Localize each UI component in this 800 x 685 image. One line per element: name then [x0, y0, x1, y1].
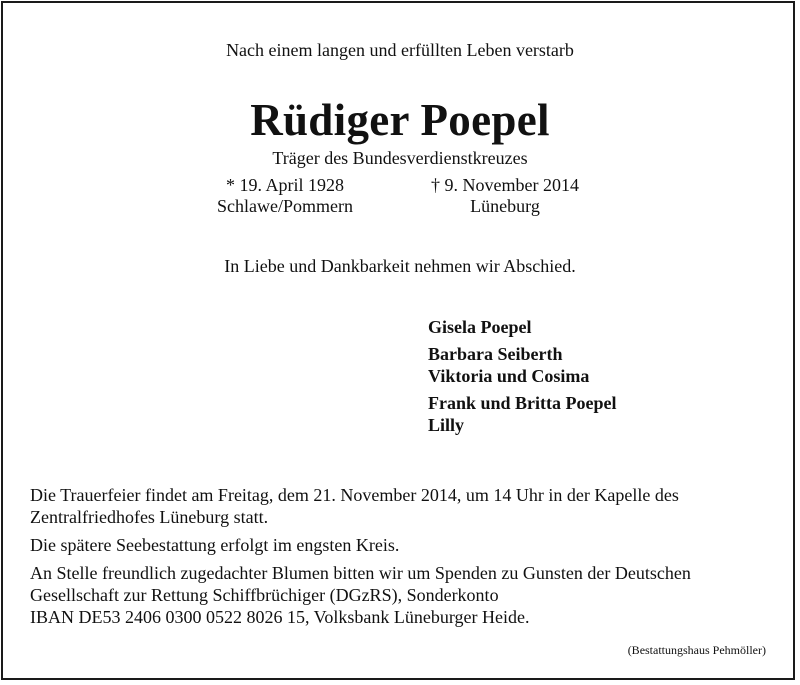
funeral-home-credit: (Bestattungshaus Pehmöller) — [627, 643, 766, 657]
honor-text: Träger des Bundesverdienstkreuzes — [272, 148, 528, 168]
mourner-name: Gisela Poepel — [428, 317, 532, 337]
funeral-line: Zentralfriedhofes Lüneburg statt. — [30, 507, 269, 527]
mourner-group — [428, 343, 617, 387]
deceased-name: Rüdiger Poepel — [250, 95, 550, 145]
notes-section — [30, 484, 775, 634]
donation-line: IBAN DE53 2406 0300 0522 8026 15, Volksbank Lüneburger Heide. — [30, 607, 530, 627]
donation-info — [30, 562, 775, 628]
intro-text: Nach einem langen und erfüllten Leben verstarb — [226, 40, 574, 60]
mourners-list — [428, 316, 617, 441]
birth-info — [190, 175, 380, 217]
death-info — [400, 175, 610, 217]
death-place: Lüneburg — [470, 196, 540, 216]
mourner-name: Lilly — [428, 415, 465, 435]
donation-line: An Stelle freundlich zugedachter Blumen bitten wir um Spenden zu Gunsten der Deutschen — [30, 563, 691, 583]
mourner-name: Barbara Seiberth — [428, 344, 563, 364]
funeral-info — [30, 484, 775, 528]
burial-info: Die spätere Seebestattung erfolgt im engsten Kreis. — [30, 535, 400, 555]
mourner-group — [428, 316, 617, 338]
death-date: † 9. November 2014 — [431, 175, 579, 195]
mourner-name: Viktoria und Cosima — [428, 366, 590, 386]
birth-date: * 19. April 1928 — [225, 175, 344, 195]
mourner-group — [428, 392, 617, 436]
donation-line: Gesellschaft zur Rettung Schiffbrüchiger (DGzRS), Sonderkonto — [30, 585, 499, 605]
mourner-name: Frank und Britta Poepel — [428, 393, 617, 413]
funeral-line: Die Trauerfeier findet am Freitag, dem 21. November 2014, um 14 Uhr in der Kapelle des — [30, 485, 679, 505]
birth-place: Schlawe/Pommern — [217, 196, 353, 216]
farewell-text: In Liebe und Dankbarkeit nehmen wir Abschied. — [224, 256, 576, 276]
